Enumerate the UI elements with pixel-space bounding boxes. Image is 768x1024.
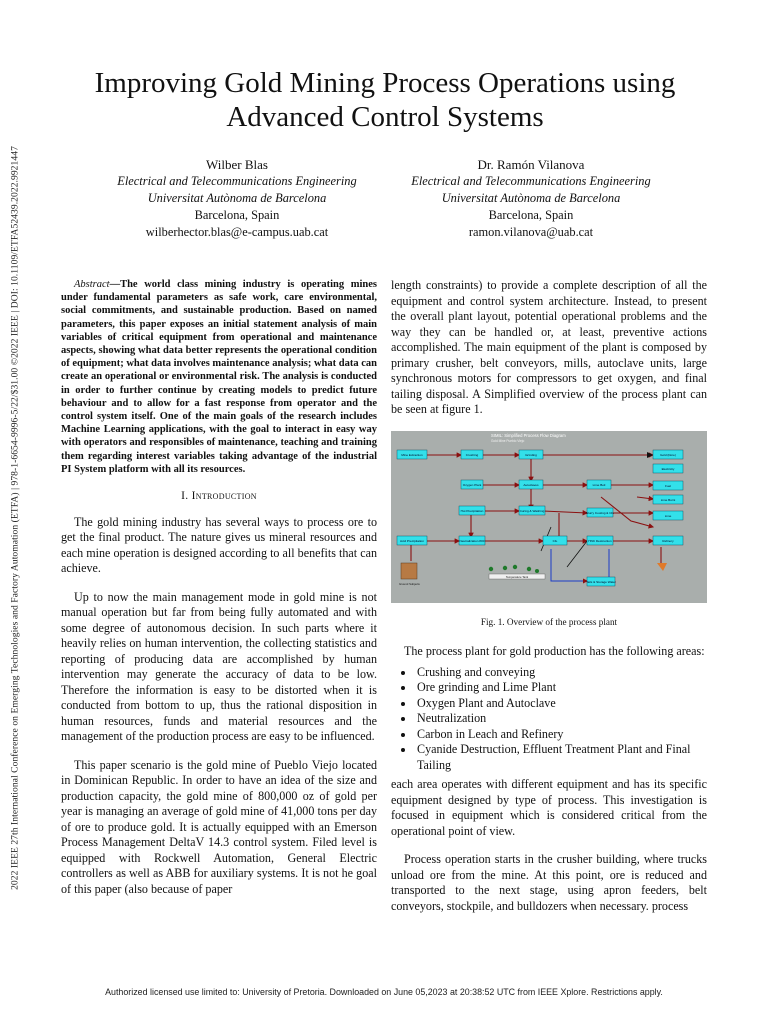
block-label: Tails & Storage Water	[586, 579, 616, 584]
diagram-header: SIMIL: Simplified Process Flow Diagram	[491, 432, 566, 438]
abstract	[61, 278, 377, 476]
block-label: Lime Boil	[592, 482, 606, 487]
areas-list	[391, 665, 707, 774]
block-label: Neutralization 800	[459, 538, 485, 543]
author-city: Barcelona, Spain	[488, 208, 574, 222]
paragraph: The gold mining industry has several ways to process ore to get the final product. The nature gives us mineral resources and each mine operation is designed according to all benefits that can achieve.	[61, 514, 377, 576]
section-number: I.	[181, 490, 189, 503]
title-line-1: Improving Gold Mining Process Operations using	[94, 67, 676, 99]
author-dept: Electrical and Telecommunications Engineering	[411, 174, 651, 188]
paragraph: The process plant for gold production has the following areas:	[404, 644, 705, 658]
output-label: Gold (Dore)	[660, 452, 676, 457]
stockpile-graphic	[401, 563, 417, 579]
figure-process-plant	[391, 431, 707, 603]
output-label: Fuel	[665, 483, 671, 488]
author-email: wilberhector.blas@e-campus.uab.cat	[145, 225, 329, 239]
author-block-1	[87, 156, 387, 241]
right-column	[391, 278, 707, 927]
block-label: Mine Extraction	[401, 452, 423, 457]
block-label: Autoclaves	[523, 482, 539, 487]
author-univ: Universitat Autònoma de Barcelona	[147, 191, 327, 205]
output-label: Refinery	[662, 538, 674, 543]
title-line-2: Advanced Control Systems	[226, 101, 544, 133]
author-block-2	[381, 156, 681, 241]
output-label: Lime Burnt	[660, 497, 676, 502]
author-city: Barcelona, Spain	[194, 208, 280, 222]
paragraph: Up to now the main management mode in gold mine is not manual operation but far from being fully automated and with some degree of autonomous decision. In such parts where it heavily relies on human intervention, the collecting statistics and reporting of producing data are accomplished by human intervention may generate the accuracy of data to be low. Therefore the information is easy to be distorted when it is conducted from bottom to up, thus the rational disposition in human resources, funds and material resources and the management of the production process are easy to be influenced.	[61, 589, 377, 744]
block-label: Acid Precipitation	[400, 538, 424, 543]
list-item: • Oxygen Plant and Autoclave	[415, 696, 707, 712]
bottom-label: Ground Subjects	[399, 581, 420, 586]
sidebar-doi	[8, 118, 22, 918]
bottom-label: Temperature Tank	[505, 574, 529, 579]
list-item: • Carbon in Leach and Refinery	[415, 727, 707, 743]
block-label: CIL	[552, 538, 558, 543]
left-column	[61, 278, 377, 910]
list-item: • Cyanide Destruction, Effluent Treatment Plant and Final Tailing	[415, 742, 707, 773]
paragraph: each area operates with different equipment and has its specific equipment designed by type of process. This investigation is focused in equipment which is considered critical from the operational point of view.	[391, 777, 707, 838]
paragraph: This paper scenario is the gold mine of Pueblo Viejo located in Dominican Republic. In order to have an idea of the size and production capacity, the gold mine of 800,000 oz of gold per year is managing an average of gold mine of 41,000 tons per day of ore to produce gold. It is actually equipped with an Emerson Process Management DeltaV 14.3 control system. Filed level is equipped with Rockwell Automation, General Electric controllers as well as ABB for auxiliary systems. It is not he goal of this paper (also because of paper	[61, 757, 377, 896]
diagram-subheader: Gold Mine Pueblo Viejo	[491, 438, 525, 443]
abstract-text: —The world class mining industry is operating mines under fundamental parameters as safe work, care environmental, social commitments, and sustainable production. Based on named parameters, this paper exposes an initial statement analysis of main variables of critical equipment from operational and maintenance aspects, showing what data better represents the operational condition of equipment; what data involves maintenance analysis; what data can create an operational or environmental risk. The analysis is conducted in order to further continue by creating models to predict future behaviour and to allow for a fast response from operator and the control system itself. One of the main goals of the research includes Machine Learning applications, with the goal to interact in easy way with operators and responsibles of maintenance, teaching and training them regarding interest variables taking advantage of the industrial PI System platform with all its resources.	[61, 279, 377, 475]
block-label: Oxygen Plant	[462, 482, 482, 487]
paragraph: length constraints) to provide a complete description of all the equipment and control system architecture. Instead, to present the overall plant layout, potential operational problems and the way they can be handled or, at least, preventive actions accomplished. The main equipment of the plant is composed by primary crusher, belt conveyors, mills, autoclave units, large synchronous motors for compressors to get oxygen, and final tailing disposal. A Simplified overview of the process plant can be seen at figure 1.	[391, 278, 707, 416]
author-dept: Electrical and Telecommunications Engineering	[117, 174, 357, 188]
block-label: Hot Precipitation	[460, 508, 484, 513]
list-item: • Ore grinding and Lime Plant	[415, 680, 707, 696]
sidebar-doi-text: 2022 IEEE 27th International Conference on Emerging Technologies and Factory Automation (ETFA) | 978-1-6654-9996-5/22/$31.00 ©2022 IEEE | DOI: 10.1109/ETFA52439.2022.9921447	[9, 146, 21, 890]
list-item: • Neutralization	[415, 711, 707, 727]
author-univ: Universitat Autònoma de Barcelona	[441, 191, 621, 205]
abstract-label: Abstract	[74, 279, 110, 290]
section-title: Introduction	[191, 490, 257, 503]
block-label: Slurry Cooling & CIL	[585, 510, 615, 515]
footer-license: Authorized licensed use limited to: University of Pretoria. Downloaded on June 05,2023 at 20:38:52 UTC from IEEE Xplore. Restrictions apply.	[105, 987, 663, 997]
block-label: Curing & Washing	[519, 508, 545, 513]
output-label: Electricity	[661, 466, 675, 471]
section-heading-introduction	[61, 489, 377, 505]
author-name: Wilber Blas	[206, 157, 268, 172]
block-label: HNC Destruction	[588, 538, 612, 543]
block-label: Crushing	[465, 452, 479, 457]
author-email: ramon.vilanova@uab.cat	[468, 225, 594, 239]
block-label: Grinding	[525, 452, 537, 457]
paragraph: Process operation starts in the crusher building, where trucks unload ore from the mine. At this point, ore is reduced and transported to the next stage, using apron feeders, belt conveyors, stockpile, and bulldozers when necessary. process	[391, 852, 707, 913]
paper-title	[40, 66, 730, 134]
author-name: Dr. Ramón Vilanova	[477, 157, 585, 172]
process-flow-diagram	[391, 431, 707, 603]
output-label: Lime	[664, 513, 672, 518]
figure-caption: Fig. 1. Overview of the process plant	[480, 616, 618, 627]
list-item: • Crushing and conveying	[415, 665, 707, 681]
